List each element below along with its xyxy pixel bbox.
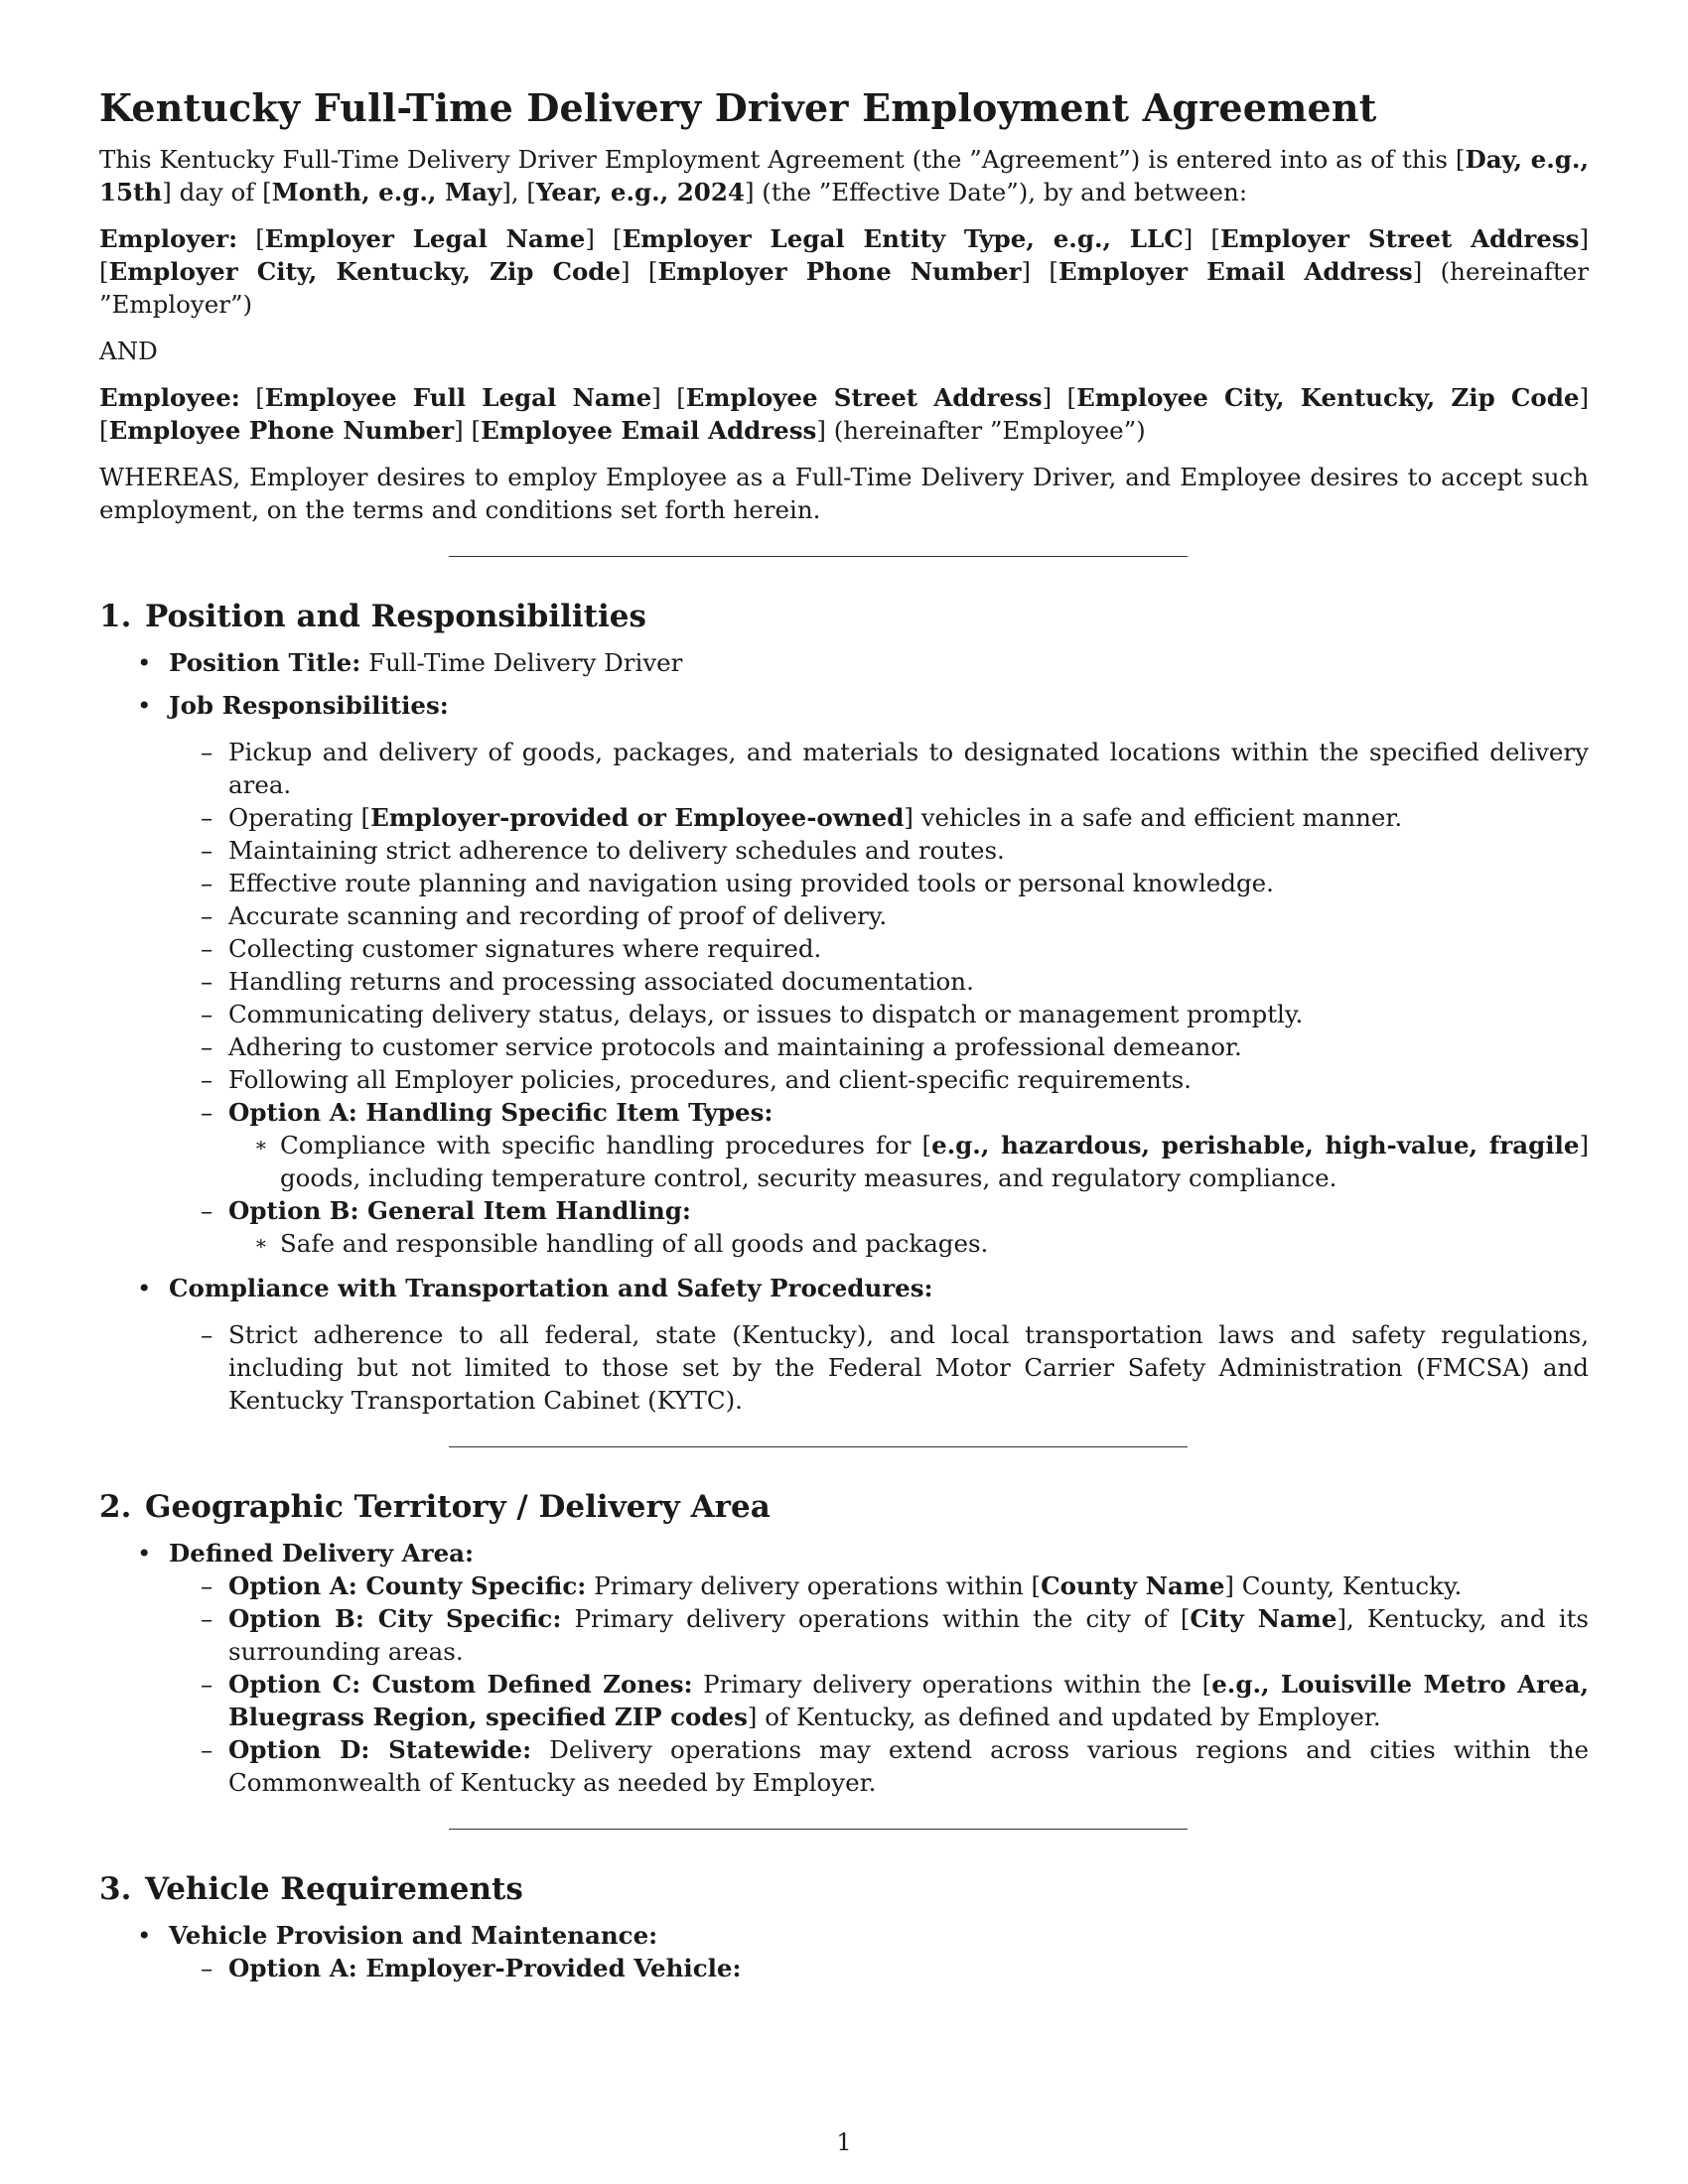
vehicle-options-list [169, 1952, 1589, 1984]
day-placeholder: Day, e.g., 15th [99, 145, 1589, 206]
list-item: – Pickup and delivery of goods, packages, and materials to designated locations within the specified delivery area. [169, 736, 1589, 801]
employer-entity-type: Employer Legal Entity Type, e.g., LLC [622, 224, 1184, 253]
section-3-list [99, 1919, 1589, 1984]
c-pre: Primary delivery operations within the [ [692, 1670, 1212, 1699]
employer-phone: Employer Phone Number [657, 257, 1022, 286]
zones-placeholder: e.g., Louisville Metro Area, Bluegrass Region, specified ZIP codes [228, 1670, 1589, 1731]
list-item [169, 1570, 1589, 1602]
list-item: – Following all Employer policies, procedures, and client-specific requirements. [169, 1063, 1589, 1096]
section-2-heading [99, 1487, 1589, 1527]
section-divider [449, 1446, 1188, 1447]
employer-street: Employer Street Address [1219, 224, 1580, 253]
list-item: ∗ Safe and responsible handling of all goods and packages. [228, 1227, 1589, 1260]
section-1-list [99, 646, 1589, 1417]
employee-email: Employee Email Address [481, 416, 817, 445]
compliance-list [169, 1318, 1589, 1417]
vehicle-provision-label: Vehicle Provision and Maintenance: [169, 1921, 658, 1950]
section-divider [449, 556, 1188, 557]
list-item: – Accurate scanning and recording of proof of delivery. [169, 899, 1589, 932]
document-page [99, 85, 1589, 1996]
compliance-label: Compliance with Transportation and Safety Procedures: [169, 1274, 933, 1302]
page-number: 1 [836, 2128, 852, 2156]
list-item [99, 1919, 1589, 1984]
list-item: – Adhering to customer service protocols and maintaining a professional demeanor. [169, 1030, 1589, 1063]
position-title-value: Full-Time Delivery Driver [360, 648, 683, 677]
list-item [169, 801, 1589, 834]
list-item [169, 1952, 1589, 1984]
c-post: ] of Kentucky, as defined and updated by Employer. [747, 1703, 1381, 1731]
opta-post: ] goods, including temperature control, security measures, and regulatory compliance. [280, 1131, 1590, 1192]
intro-text-1: This Kentucky Full-Time Delivery Driver Employment Agreement (the ”Agreement”) is entered into as of this [ [99, 145, 1466, 174]
employee-phone: Employee Phone Number [108, 416, 455, 445]
employee-label: Employee: [99, 383, 240, 412]
section-3-title: Vehicle Requirements [145, 1871, 523, 1907]
employer-email: Employer Email Address [1057, 257, 1413, 286]
job-responsibilities-label: Job Responsibilities: [169, 691, 449, 720]
section-1-title: Position and Responsibilities [145, 599, 646, 634]
section-divider [449, 1829, 1188, 1830]
city-placeholder: City Name [1190, 1604, 1337, 1633]
whereas-paragraph: WHEREAS, Employer desires to employ Employee as a Full-Time Delivery Driver, and Employee desires to accept such employment, on the terms and conditions set forth herein. [99, 463, 1589, 524]
list-item [99, 1272, 1589, 1417]
area-option-b-label: Option B: City Specific: [228, 1604, 562, 1633]
county-placeholder: County Name [1041, 1571, 1225, 1600]
employer-block: Employer: [Employer Legal Name] [Employer Legal Entity Type, e.g., LLC] [Employer Street Address] [Employer City, Kentucky, Zip Code] [Employer Phone Number] [Employer Email Address] (hereinafter ”Employer”) [99, 224, 1590, 319]
list-item [169, 1194, 1589, 1260]
b-post: ], Kentucky, and its surrounding areas. [228, 1604, 1589, 1666]
area-option-d-label: Option D: Statewide: [228, 1735, 532, 1764]
a-post: ] County, Kentucky. [1224, 1571, 1463, 1600]
list-item: – Effective route planning and navigation using provided tools or personal knowledge. [169, 867, 1589, 899]
intro-paragraph [99, 143, 1589, 208]
option-b-list [228, 1227, 1589, 1260]
r2-post: ] vehicles in a safe and efficient manner. [904, 803, 1403, 832]
section-3-number: 3. [99, 1871, 132, 1907]
list-item [99, 646, 1589, 679]
employee-city: Employee City, Kentucky, Zip Code [1076, 383, 1580, 412]
employer-legal-name: Employer Legal Name [264, 224, 586, 253]
area-option-a-label: Option A: County Specific: [228, 1571, 587, 1600]
item-types-placeholder: e.g., hazardous, perishable, high-value, fragile [931, 1131, 1580, 1160]
list-item: – Strict adherence to all federal, state (Kentucky), and local transportation laws and safety regulations, including but not limited to those set by the Federal Motor Carrier Safety Administration (FMCSA) and Kentucky Transportation Cabinet (KYTC). [169, 1318, 1589, 1417]
list-item [99, 689, 1589, 1260]
list-item [99, 1537, 1589, 1799]
section-2-number: 2. [99, 1489, 132, 1525]
list-item: – Collecting customer signatures where required. [169, 932, 1589, 965]
intro-text-3: ], [ [501, 178, 536, 206]
section-2-list [99, 1537, 1589, 1799]
intro-text-2: ] day of [ [162, 178, 272, 206]
section-1-heading [99, 597, 1589, 636]
defined-area-label: Defined Delivery Area: [169, 1539, 475, 1568]
opta-pre: Compliance with specific handling procedures for [ [280, 1131, 932, 1160]
list-item: – Maintaining strict adherence to delivery schedules and routes. [169, 834, 1589, 867]
document-title: Kentucky Full-Time Delivery Driver Employment Agreement [99, 85, 1377, 130]
area-option-c-label: Option C: Custom Defined Zones: [228, 1670, 693, 1699]
list-item [228, 1129, 1589, 1194]
r2-pre: Operating [ [228, 803, 371, 832]
option-a-label: Option A: Handling Specific Item Types: [228, 1098, 774, 1127]
and-text: AND [99, 337, 158, 365]
list-item [169, 1668, 1589, 1733]
year-placeholder: Year, e.g., 2024 [535, 178, 745, 206]
employee-block: Employee: [Employee Full Legal Name] [Employee Street Address] [Employee City, Kentucky, Zip Code] [Employee Phone Number] [Employee Email Address] (hereinafter ”Employee”) [99, 383, 1589, 445]
employee-full-name: Employee Full Legal Name [264, 383, 652, 412]
employer-city: Employer City, Kentucky, Zip Code [108, 257, 622, 286]
responsibilities-list [169, 736, 1589, 1260]
section-2-title: Geographic Territory / Delivery Area [145, 1489, 771, 1525]
employee-suffix: (hereinafter ”Employee”) [825, 416, 1146, 445]
list-item: – Communicating delivery status, delays, or issues to dispatch or management promptly. [169, 998, 1589, 1030]
employer-suffix: (hereinafter ”Employer”) [99, 257, 1590, 319]
vehicle-type-placeholder: Employer-provided or Employee-owned [370, 803, 905, 832]
section-1-number: 1. [99, 599, 132, 634]
employee-street: Employee Street Address [685, 383, 1043, 412]
month-placeholder: Month, e.g., May [271, 178, 502, 206]
vehicle-option-a-label: Option A: Employer-Provided Vehicle: [228, 1954, 742, 1982]
list-item: – Handling returns and processing associated documentation. [169, 965, 1589, 998]
section-3-heading [99, 1869, 1589, 1909]
d-text: Delivery operations may extend across various regions and cities within the Commonwealth of Kentucky as needed by Employer. [228, 1735, 1589, 1797]
area-options-list [169, 1570, 1589, 1799]
position-title-label: Position Title: [169, 648, 361, 677]
b-pre: Primary delivery operations within the city of [ [561, 1604, 1191, 1633]
list-item [169, 1733, 1589, 1799]
option-a-list [228, 1129, 1589, 1194]
employer-label: Employer: [99, 224, 238, 253]
list-item [169, 1602, 1589, 1668]
option-b-label: Option B: General Item Handling: [228, 1196, 691, 1225]
list-item [169, 1096, 1589, 1194]
a-pre: Primary delivery operations within [ [586, 1571, 1042, 1600]
intro-text-4: ] (the ”Effective Date”), by and between: [744, 178, 1248, 206]
